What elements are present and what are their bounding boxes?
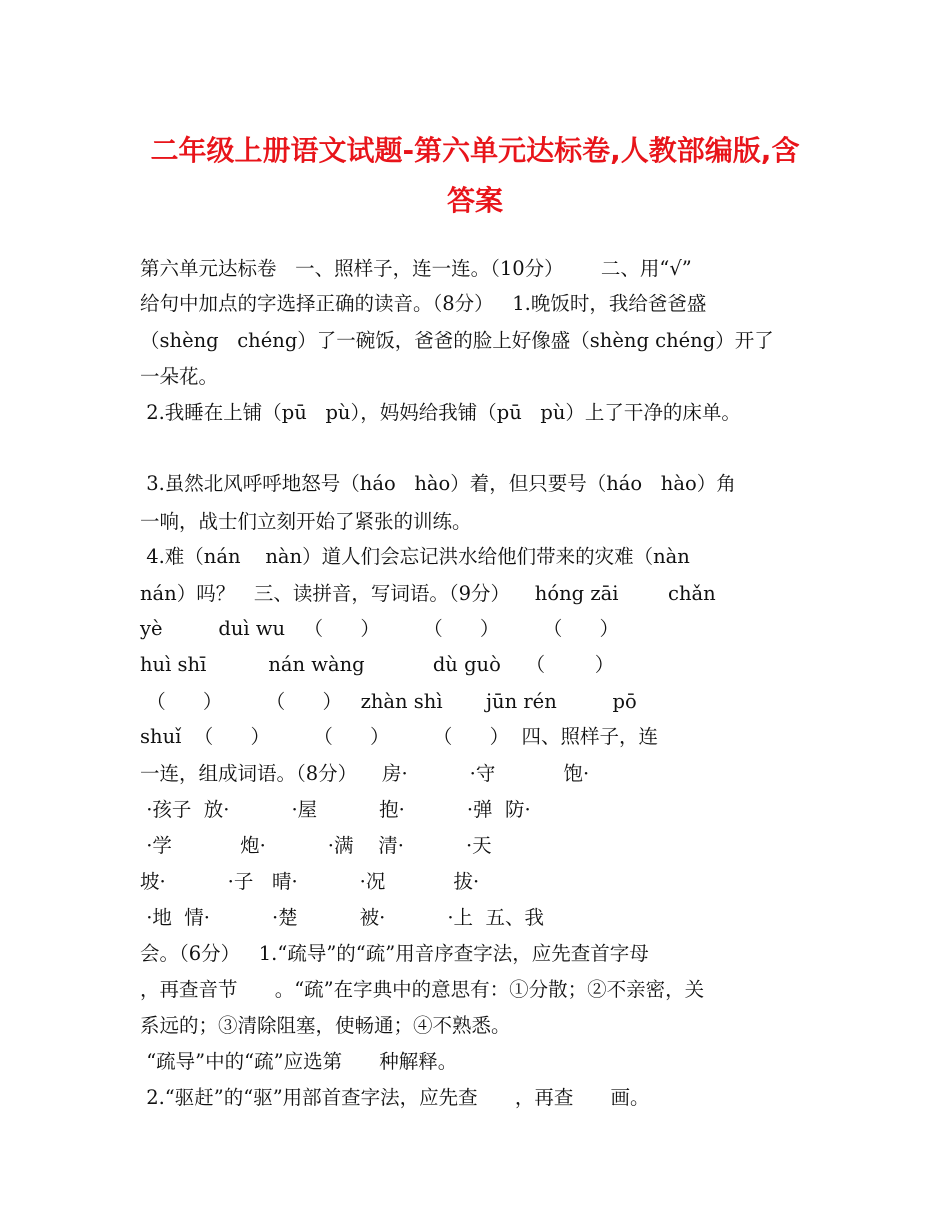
body-line: 2.我睡在上铺（pū pù），妈妈给我铺（pū pù）上了干净的床单。 bbox=[140, 401, 741, 424]
body-line: yè duì wu （ ） （ ） （ ） bbox=[140, 617, 620, 640]
body-line: 3.虽然北风呼呼地怒号（háo hào）着，但只要号（háo hào）角 bbox=[140, 472, 736, 495]
body-line: 2.“驱赶”的“驱”用部首查字法，应先查 ，再查 画。 bbox=[140, 1086, 650, 1109]
body-line: 给句中加点的字选择正确的读音。（8分） 1.晚饭时，我给爸爸盛 bbox=[140, 292, 707, 315]
body-line: 一朵花。 bbox=[140, 365, 219, 388]
body-line: nán）吗？ 三、读拼音，写词语。（9分） hóng zāi chǎn bbox=[140, 582, 716, 605]
body-line: 一连，组成词语。（8分） 房· ·守 饱· bbox=[140, 762, 590, 785]
body-line: ，再查音节 。“疏”在字典中的意思有：①分散；②不亲密，关 bbox=[140, 978, 705, 1001]
body-line: （ ） （ ） zhàn shì jūn rén pō bbox=[140, 690, 637, 713]
document-title bbox=[100, 126, 850, 226]
body-line: ·学 炮· ·满 清· ·天 bbox=[140, 834, 492, 857]
body-line: ·地 情· ·楚 被· ·上 五、我 bbox=[140, 906, 544, 929]
body-line: 坡· ·子 晴· ·况 拔· bbox=[140, 870, 480, 893]
body-line: 系远的；③清除阻塞，使畅通；④不熟悉。 bbox=[140, 1014, 511, 1037]
body-line: ·孩子 放· ·屋 抱· ·弹 防· bbox=[140, 798, 531, 821]
body-line: 4.难（nán nàn）道人们会忘记洪水给他们带来的灾难（nàn bbox=[140, 545, 690, 568]
body-line: “疏导”中的“疏”应选第 种解释。 bbox=[140, 1050, 458, 1073]
body-line: huì shī nán wàng dù guò （ ） bbox=[140, 653, 615, 676]
title-line-1: 二年级上册语文试题-第六单元达标卷,人教部编版,含 bbox=[150, 134, 800, 167]
body-line: 第六单元达标卷 一、照样子，连一连。（10分） 二、用“√” bbox=[140, 257, 692, 280]
body-line: （shèng chéng）了一碗饭，爸爸的脸上好像盛（shèng chéng）开了 bbox=[140, 329, 774, 352]
body-line: 会。（6分） 1.“疏导”的“疏”用音序查字法，应先查首字母 bbox=[140, 942, 649, 965]
body-line: 一响，战士们立刻开始了紧张的训练。 bbox=[140, 510, 472, 533]
body-line: shuǐ （ ） （ ） （ ） 四、照样子，连 bbox=[140, 725, 659, 748]
title-line-2: 答案 bbox=[446, 184, 503, 217]
